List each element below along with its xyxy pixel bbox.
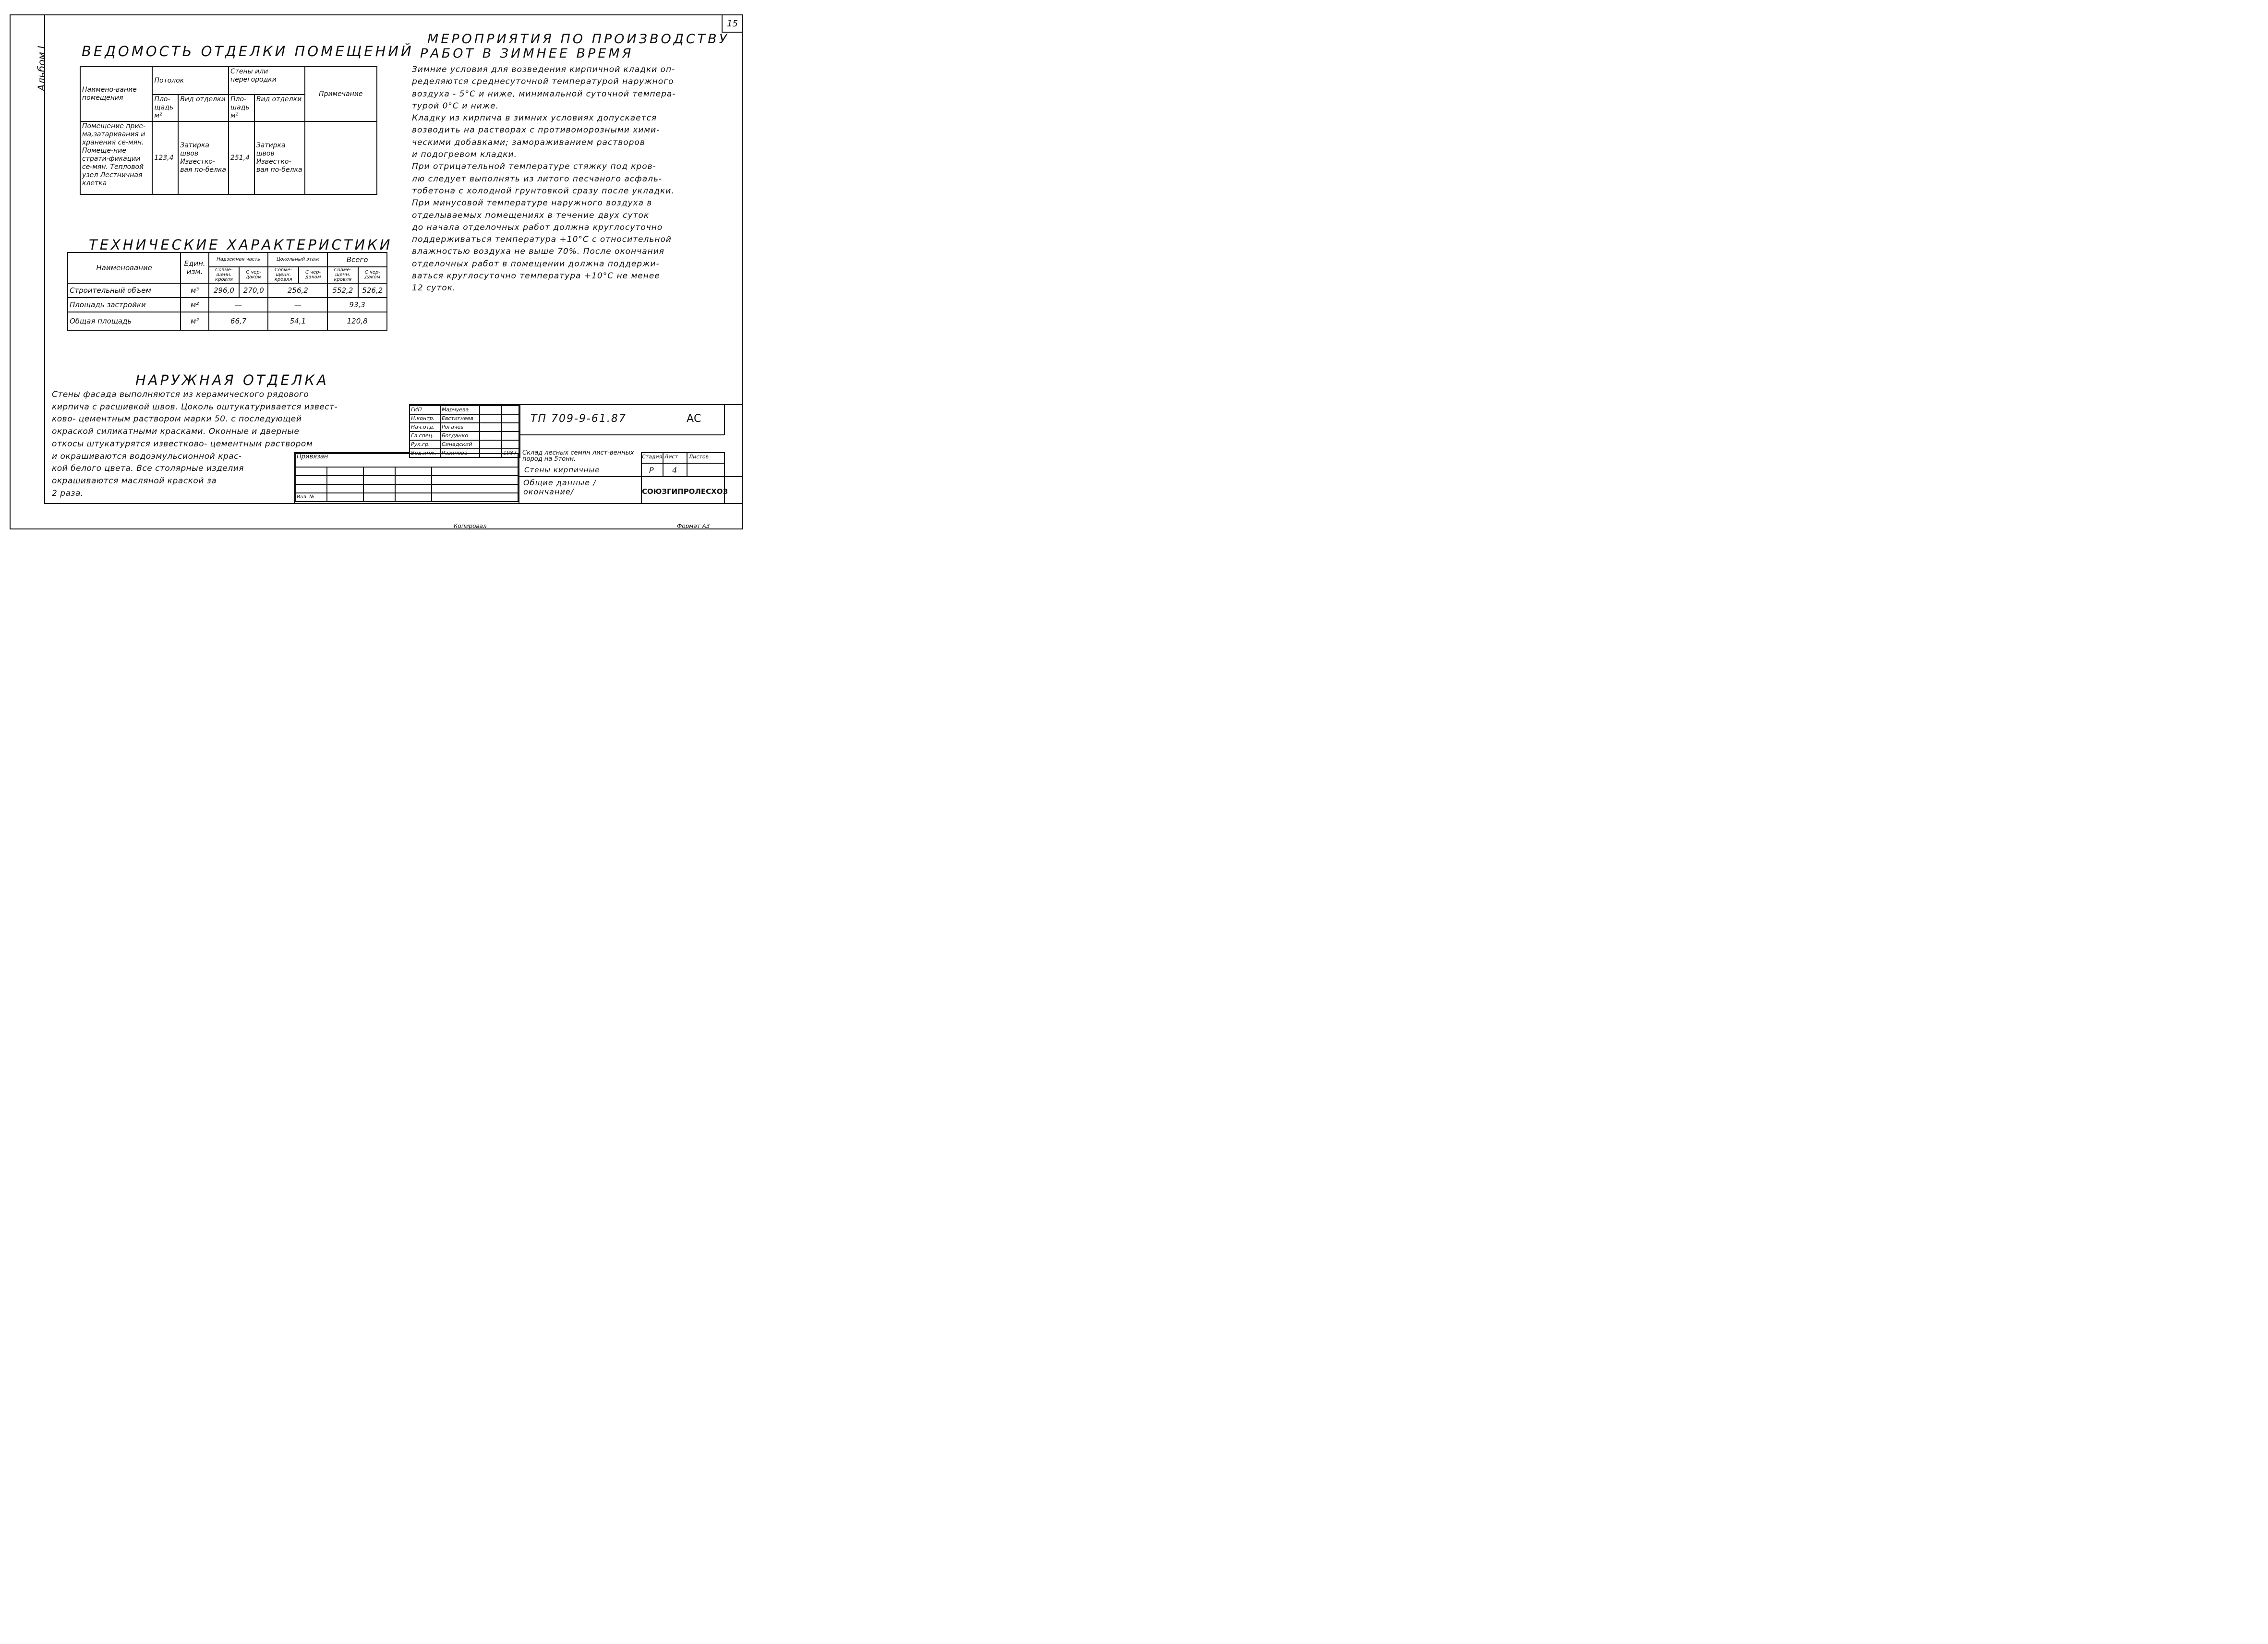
- copied-label: Копировал: [454, 523, 487, 529]
- privyazan-table: [295, 453, 519, 502]
- format-label: Формат А3: [677, 523, 710, 529]
- stage-value: Р: [649, 466, 654, 475]
- tech-header-name: Наименование: [68, 252, 181, 283]
- sheets-label: Листов: [689, 454, 709, 460]
- winter-line: 12 суток.: [412, 283, 456, 293]
- header-ceiling-finish: Вид отделки: [178, 95, 229, 121]
- stamp-stage-top: [641, 452, 724, 453]
- tech-header-basement: Цокольный этаж: [268, 252, 327, 267]
- stamp-sheet-col: [663, 452, 664, 477]
- header-walls-area: Пло-щадь м²: [229, 95, 254, 121]
- tech-row-footprint-name: Площадь застройки: [68, 298, 181, 312]
- tech-row-volume-unit: м³: [181, 283, 208, 298]
- sheet-value: 4: [672, 466, 677, 475]
- exterior-line: 2 раза.: [52, 488, 84, 498]
- tech-row-area-a: 66,7: [209, 312, 268, 330]
- exterior-line: и окрашиваются водоэмульсионной крас-: [52, 451, 242, 461]
- tech-row-volume-name: Строительный объем: [68, 283, 181, 298]
- staff-row: [410, 414, 520, 423]
- winter-title-line2: РАБОТ В ЗИМНЕЕ ВРЕМЯ: [420, 46, 634, 61]
- staff-role: Гл.спец.: [410, 432, 440, 440]
- staff-role: Нач.отд.: [410, 423, 440, 432]
- stamp-right-border: [724, 452, 725, 504]
- stamp-title3: Общие данные /окончание/: [523, 478, 596, 496]
- winter-line: воздуха - 5°С и ниже, минимальной суточной темпера-: [412, 89, 676, 99]
- cell-note: [305, 121, 377, 194]
- winter-line: тобетона с холодной грунтовкой сразу после укладки.: [412, 186, 675, 196]
- tech-row-area-unit: м²: [181, 312, 208, 330]
- winter-line: ределяются среднесуточной температурой наружного: [412, 77, 674, 87]
- staff-name: Евстигнеев: [440, 414, 480, 423]
- tech-header-total-attic: С чер-даком: [358, 267, 387, 283]
- winter-line: лю следует выполнять из литого песчаного асфаль-: [412, 174, 663, 184]
- album-label: Альбом I: [36, 46, 48, 91]
- staff-date: [502, 423, 520, 432]
- stamp-sheets-col: [687, 452, 688, 477]
- cell-walls-area: 251,4: [229, 121, 254, 194]
- tech-header-above: Надземная часть: [209, 252, 268, 267]
- staff-row: [410, 440, 520, 449]
- stamp-code-line: [519, 434, 724, 435]
- winter-line: и подогревом кладки.: [412, 150, 517, 160]
- staff-name: Синадский: [440, 440, 480, 449]
- winter-line: При отрицательной температуре стяжку под кров-: [412, 162, 656, 172]
- stamp-title1: Склад лесных семян лист-венных пород на 5тонн.: [522, 449, 634, 463]
- finish-schedule-table: [80, 66, 377, 195]
- header-room-name: Наимено-вание помещения: [80, 67, 152, 121]
- staff-date: [502, 432, 520, 440]
- winter-text: [412, 64, 729, 295]
- tech-row-volume-a1: 296,0: [209, 283, 239, 298]
- tech-header-above-roof: Совме-щенн. кровля: [209, 267, 239, 283]
- staff-name: Рогачев: [440, 423, 480, 432]
- privyazan-label: Привязан: [295, 454, 518, 467]
- exterior-line: окрашиваются масляной краской за: [52, 476, 217, 486]
- section-code: АС: [687, 413, 701, 425]
- staff-row: [410, 406, 520, 414]
- tech-row-area-name: Общая площадь: [68, 312, 181, 330]
- staff-role: Н.контр.: [410, 414, 440, 423]
- winter-line: ческими добавками; замораживанием растворов: [412, 137, 645, 147]
- winter-line: отделочных работ в помещении должна поддержи-: [412, 259, 660, 269]
- exterior-line: ково- цементным раствором марки 50. с последующей: [52, 414, 302, 424]
- sheet-number: 15: [722, 15, 742, 33]
- header-note: Примечание: [305, 67, 377, 121]
- tech-header-basement-attic: С чер-даком: [299, 267, 327, 283]
- tech-row-footprint-unit: м²: [181, 298, 208, 312]
- tech-row-volume-a2: 270,0: [239, 283, 268, 298]
- stamp-stage-mid: [641, 463, 724, 464]
- winter-line: отделываемых помещениях в течение двух суток: [412, 210, 650, 220]
- exterior-line: откосы штукатурятся известково- цементным раствором: [52, 439, 313, 449]
- staff-table: [409, 405, 520, 458]
- staff-date: [502, 414, 520, 423]
- stage-label: Стадия: [642, 454, 663, 460]
- cell-walls-finish: Затирка швов Известко-вая по-белка: [254, 121, 305, 194]
- winter-line: турой 0°С и ниже.: [412, 101, 499, 111]
- staff-date: [502, 440, 520, 449]
- stamp-title-line: [519, 476, 743, 477]
- cell-ceiling-area: 123,4: [152, 121, 178, 194]
- winter-line: Кладку из кирпича в зимних условиях допускается: [412, 113, 657, 123]
- staff-sign: [480, 432, 502, 440]
- winter-line: до начала отделочных работ должна круглосуточно: [412, 222, 663, 232]
- staff-name: Богданко: [440, 432, 480, 440]
- staff-role: ГИП: [410, 406, 440, 414]
- staff-date: 1987: [502, 449, 520, 457]
- tech-row-area-b: 54,1: [268, 312, 327, 330]
- exterior-line: кой белого цвета. Все столярные изделия: [52, 464, 244, 474]
- tech-row-area-t: 120,8: [327, 312, 387, 330]
- tech-row-footprint-b: —: [268, 298, 327, 312]
- tech-row-volume-t1: 552,2: [327, 283, 358, 298]
- stamp-title2: Стены кирпичные: [524, 466, 600, 474]
- staff-sign: [480, 414, 502, 423]
- exterior-line: кирпича с расшивкой швов. Цоколь оштукатуривается извест-: [52, 402, 338, 412]
- winter-line: ваться круглосуточно температура +10°С не менее: [412, 271, 660, 281]
- staff-row: [410, 423, 520, 432]
- schedule-title: ВЕДОМОСТЬ ОТДЕЛКИ ПОМЕЩЕНИЙ: [82, 43, 414, 60]
- staff-date: [502, 406, 520, 414]
- org-name: СОЮЗГИПРОЛЕСХОЗ: [642, 487, 728, 496]
- winter-title-line1: МЕРОПРИЯТИЯ ПО ПРОИЗВОДСТВУ: [427, 32, 730, 47]
- inv-label: Инв. №: [295, 493, 327, 502]
- exterior-line: окраской силикатными красками. Оконные и дверные: [52, 427, 300, 437]
- staff-name: Марчуева: [440, 406, 480, 414]
- winter-line: поддерживаться температура +10°С с относительной: [412, 235, 672, 245]
- header-walls-finish: Вид отделки: [254, 95, 305, 121]
- tech-title: ТЕХНИЧЕСКИЕ ХАРАКТЕРИСТИКИ: [89, 237, 393, 253]
- header-ceiling: Потолок: [152, 67, 229, 95]
- project-code: ТП 709-9-61.87: [531, 413, 627, 425]
- winter-line: влажностью воздуха не выше 70%. После окончания: [412, 247, 664, 257]
- tech-row-footprint-a: —: [209, 298, 268, 312]
- tech-header-total-roof: Совме-щенн. кровля: [327, 267, 358, 283]
- winter-line: возводить на растворах с противоморозными хими-: [412, 125, 660, 135]
- staff-sign: [480, 406, 502, 414]
- tech-header-basement-roof: Совме-щенн. кровля: [268, 267, 298, 283]
- tech-row-volume-t2: 526,2: [358, 283, 387, 298]
- tech-header-unit: Един. изм.: [181, 252, 208, 283]
- staff-sign: [480, 440, 502, 449]
- exterior-title: НАРУЖНАЯ ОТДЕЛКА: [135, 372, 329, 388]
- stamp-right-line: [724, 404, 725, 435]
- tech-table: [67, 252, 387, 331]
- header-ceiling-area: Пло-щадь м²: [152, 95, 178, 121]
- tech-header-total: Всего: [327, 252, 387, 267]
- stamp-stage-col: [641, 452, 642, 504]
- cell-ceiling-finish: Затирка швов Известко-вая по-белка: [178, 121, 229, 194]
- staff-role: Вед.инж.: [410, 449, 440, 457]
- staff-row: [410, 432, 520, 440]
- sheet-label: Лист: [664, 454, 678, 460]
- staff-sign: [480, 423, 502, 432]
- tech-header-above-attic: С чер-даком: [239, 267, 268, 283]
- staff-name: Разинова: [440, 449, 480, 457]
- cell-rooms: Помещение прие-ма,затаривания и хранения се-мян. Помеще-ние страти-фикации се-мян. Тепловой узел Лестничная клетка: [80, 121, 152, 194]
- exterior-line: Стены фасада выполняются из керамического рядового: [52, 390, 309, 399]
- header-walls: Стены или перегородки: [229, 67, 305, 95]
- staff-role: Рук.гр.: [410, 440, 440, 449]
- tech-row-volume-b: 256,2: [268, 283, 327, 298]
- winter-line: При минусовой температуре наружного воздуха в: [412, 198, 652, 208]
- tech-row-footprint-t: 93,3: [327, 298, 387, 312]
- winter-line: Зимние условия для возведения кирпичной кладки оп-: [412, 65, 676, 74]
